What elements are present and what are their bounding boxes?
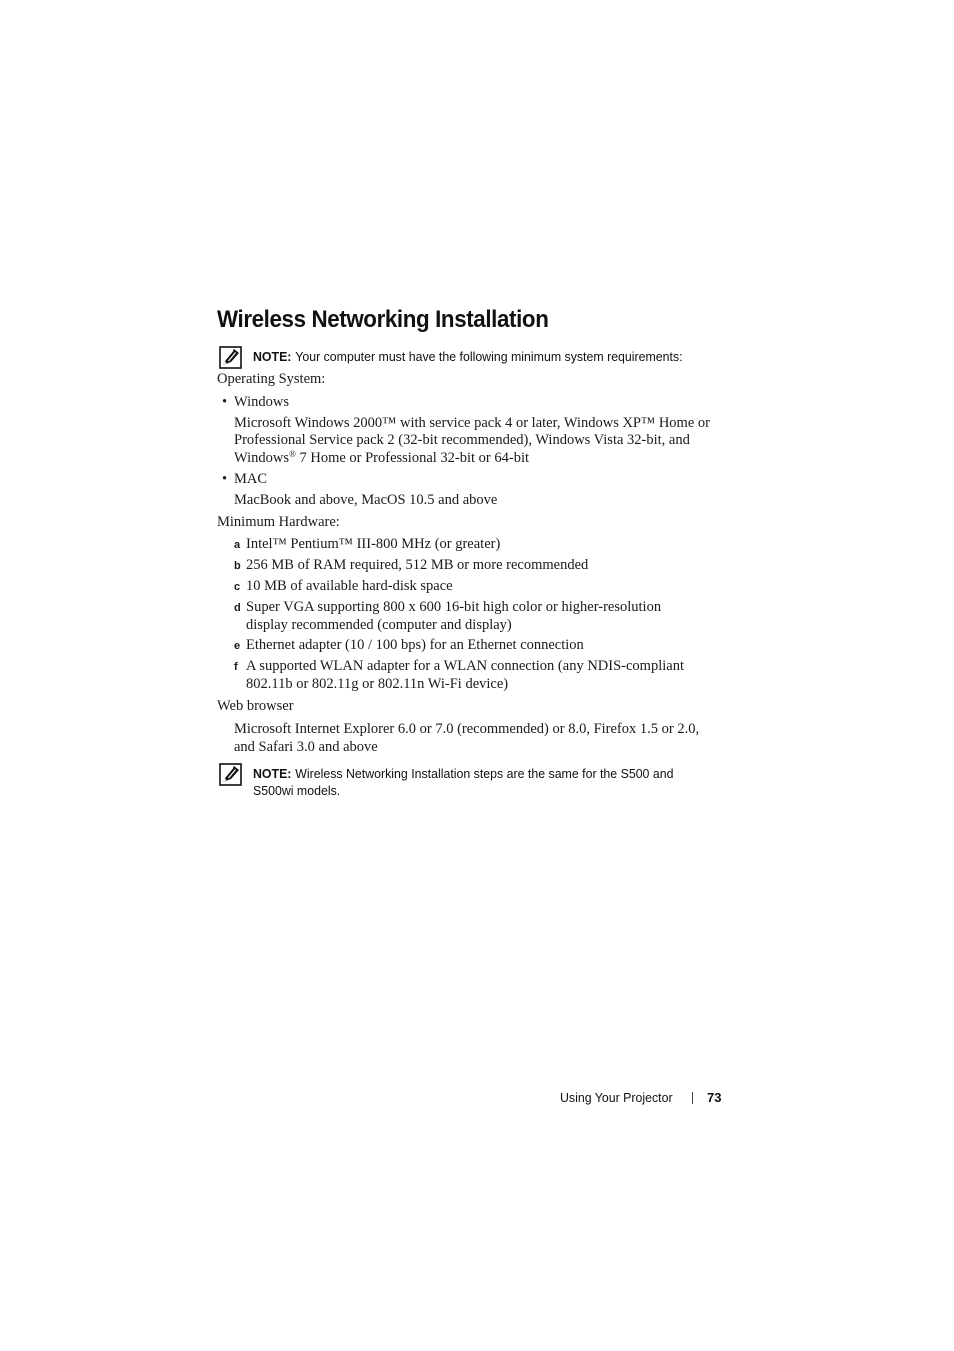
hw-item-letter: d — [234, 602, 241, 614]
hw-item-letter: c — [234, 581, 241, 593]
hw-item-letter: f — [234, 661, 238, 673]
bullet-mac: • — [222, 471, 228, 487]
browser-heading: Web browser — [217, 698, 294, 714]
note-pencil-icon — [219, 346, 243, 370]
bullet-windows: • — [222, 394, 228, 410]
hw-item-letter: a — [234, 539, 241, 551]
hw-item-text: Super VGA supporting 800 x 600 16-bit high color or higher-resolution — [246, 599, 662, 615]
mac-label: MAC — [234, 471, 268, 487]
hw-item-text-cont: 802.11b or 802.11g or 802.11n Wi-Fi device) — [246, 676, 509, 692]
hw-item-text: Ethernet adapter (10 / 100 bps) for an Ethernet connection — [246, 637, 584, 653]
page-number: 73 — [707, 1090, 722, 1105]
hw-item-letter: b — [234, 560, 241, 572]
windows-word: Windows — [234, 450, 289, 466]
browser-desc-line2: and Safari 3.0 and above — [234, 739, 378, 755]
windows-label: Windows — [234, 394, 289, 410]
note-line2: S500wi models. — [253, 783, 341, 798]
note-label: NOTE: — [253, 766, 292, 781]
hw-item-text: 256 MB of RAM required, 512 MB or more recommended — [246, 557, 589, 573]
browser-desc-line1: Microsoft Internet Explorer 6.0 or 7.0 (recommended) or 8.0, Firefox 1.5 or 2.0, — [234, 721, 700, 737]
hw-item-text: Intel™ Pentium™ III-800 MHz (or greater) — [246, 536, 501, 552]
registered-mark: ® — [289, 449, 296, 459]
footer-divider — [692, 1092, 693, 1104]
hw-item-text-cont: display recommended (computer and display) — [246, 617, 512, 633]
hw-item-text: 10 MB of available hard-disk space — [246, 578, 453, 594]
note-line1 — [253, 765, 700, 782]
hw-item-text: A supported WLAN adapter for a WLAN connection (any NDIS-compliant — [246, 658, 684, 674]
note-label: NOTE: — [253, 349, 292, 364]
footer-section-title: Using Your Projector — [560, 1090, 673, 1105]
note-body — [253, 348, 700, 365]
windows-desc-line2: Professional Service pack 2 (32-bit recommended), Windows Vista 32-bit, and — [234, 432, 690, 448]
windows-desc-line3 — [234, 449, 529, 467]
note-body — [253, 765, 700, 799]
os-heading: Operating System: — [217, 371, 326, 387]
hw-heading: Minimum Hardware: — [217, 514, 340, 530]
hw-item-letter: e — [234, 640, 241, 652]
note-text: Wireless Networking Installation steps are the same for the S500 and — [295, 766, 674, 781]
note-text: Your computer must have the following minimum system requirements: — [295, 349, 683, 364]
note-pencil-icon — [219, 763, 243, 787]
windows-desc-line1: Microsoft Windows 2000™ with service pack 4 or later, Windows XP™ Home or — [234, 415, 710, 431]
page-title: Wireless Networking Installation — [217, 306, 549, 333]
windows-desc-tail: 7 Home or Professional 32-bit or 64-bit — [295, 450, 530, 466]
mac-desc: MacBook and above, MacOS 10.5 and above — [234, 492, 498, 508]
